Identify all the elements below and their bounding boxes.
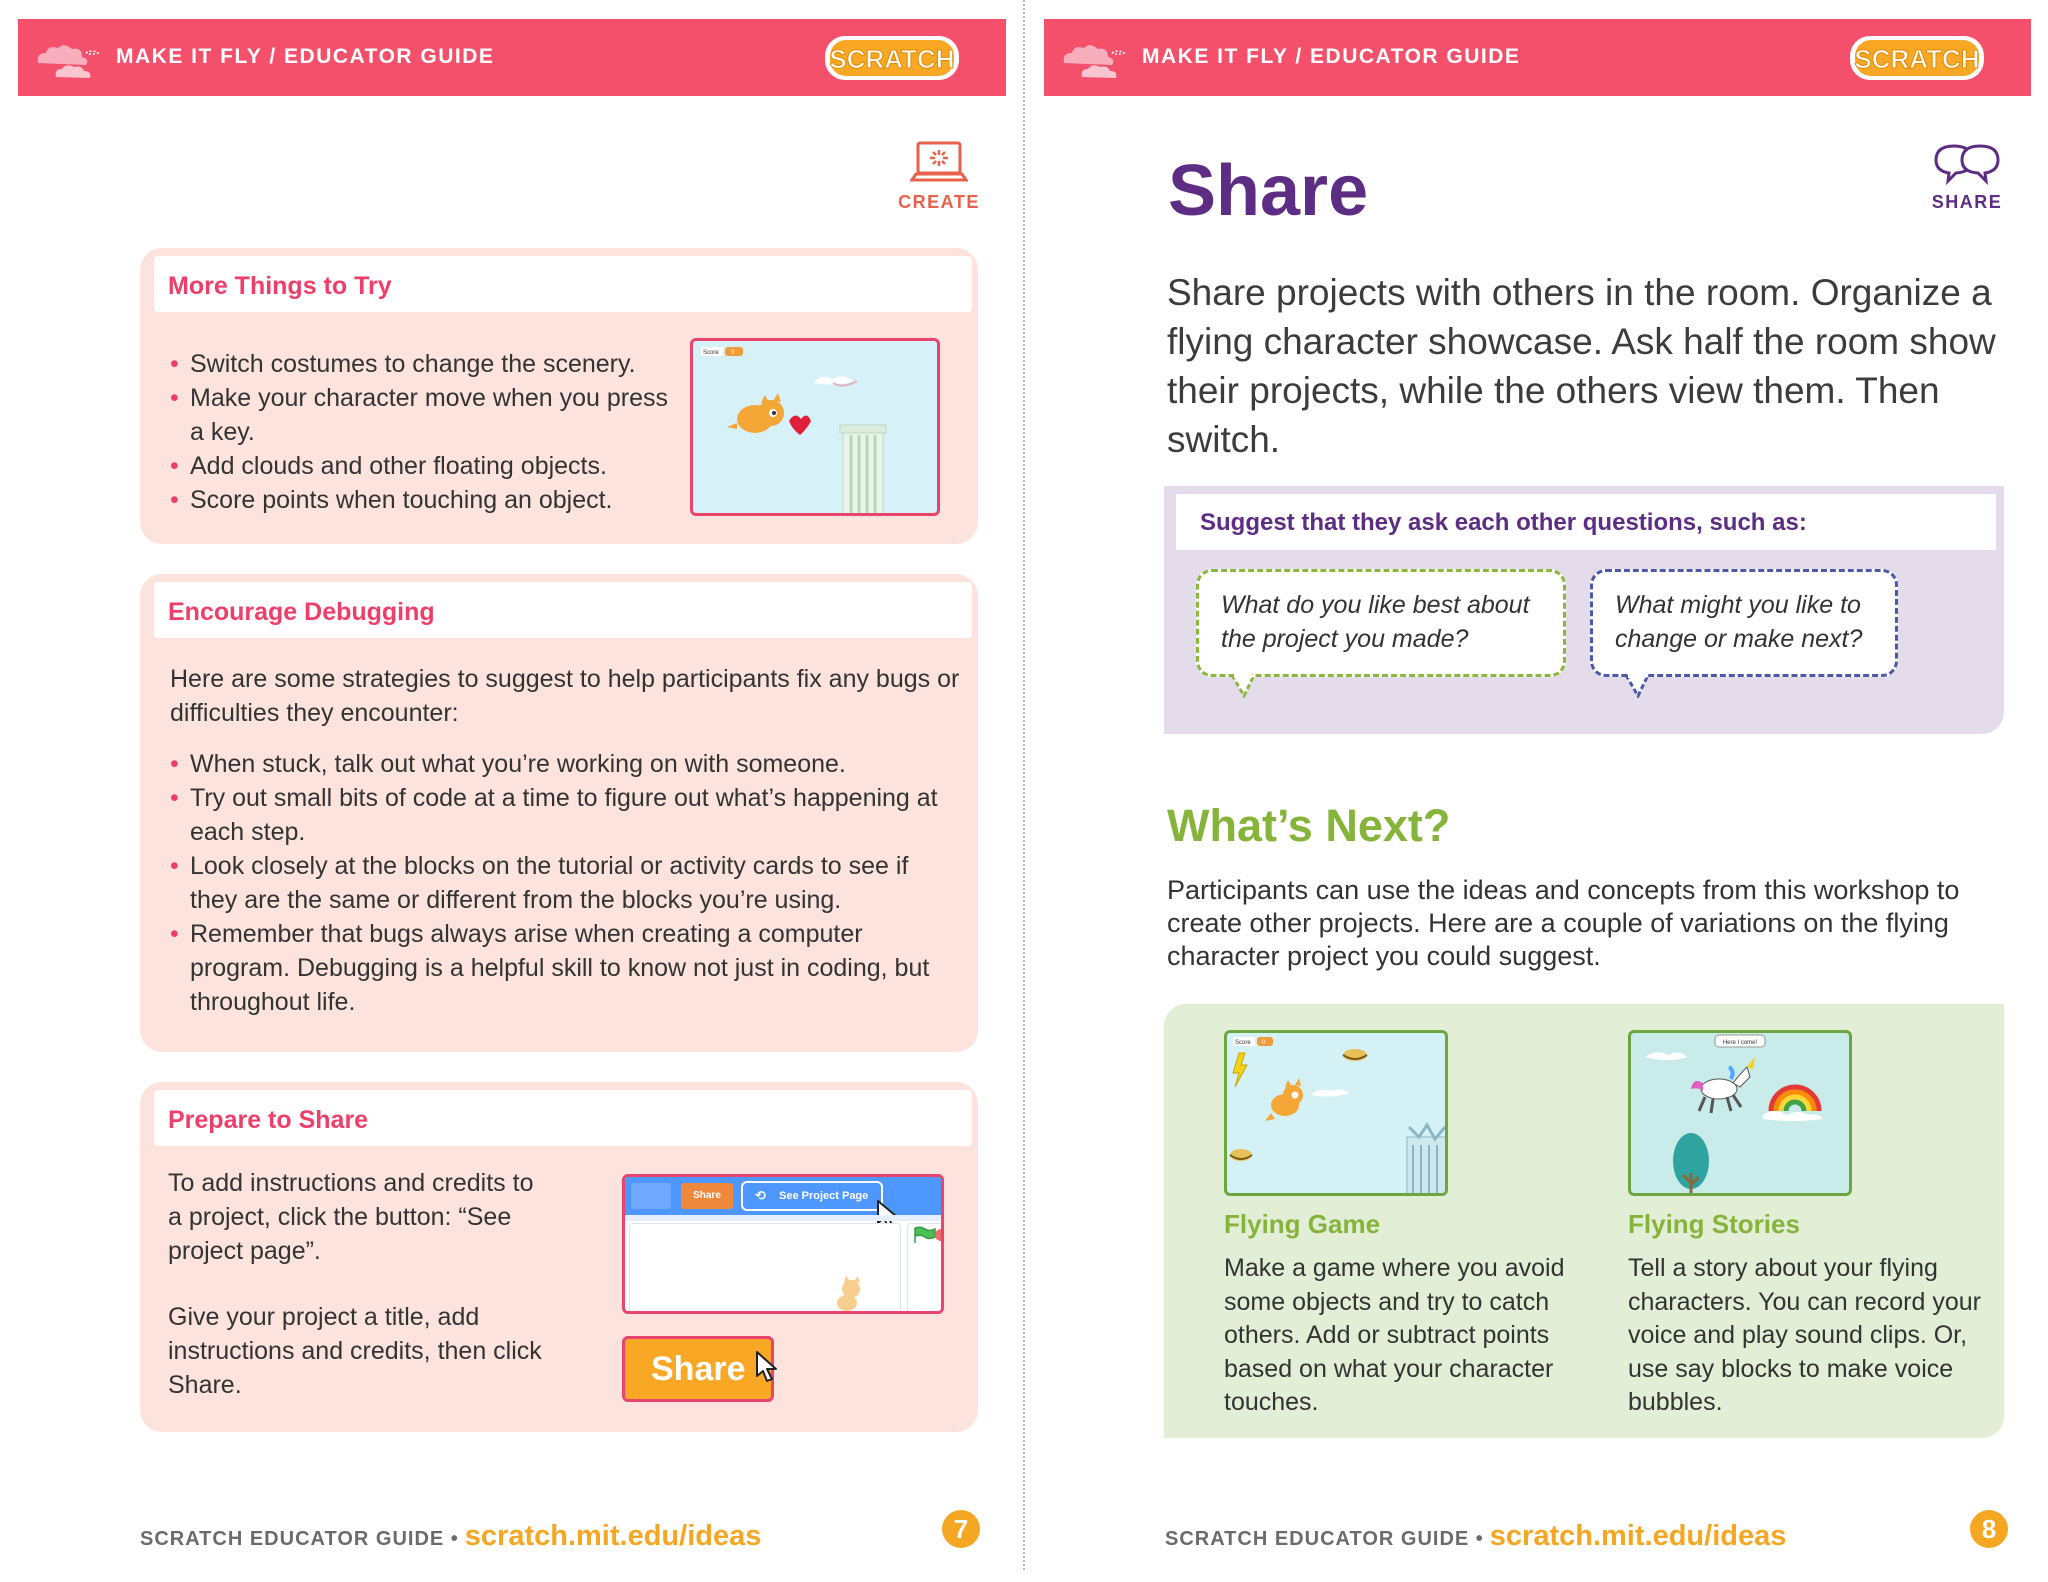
box-header: [1176, 494, 1996, 550]
lead-paragraph: Share projects with others in the room. Organize a flying character showcase. Ask half the room show their projects, while the others view them. Then switch.: [1167, 272, 1996, 460]
bubble-tail: [1230, 674, 1260, 698]
header-band: [18, 19, 1006, 96]
box-title: Encourage Debugging: [168, 598, 435, 626]
footer-label: SCRATCH EDUCATOR GUIDE •: [1165, 1528, 1484, 1550]
card-body: Make a game where you avoid some objects and try to catch others. Add or subtract points based on what your character touches.: [1224, 1254, 1565, 1416]
list-item: • Score points when touching an object.: [170, 483, 670, 517]
svg-text:0: 0: [731, 350, 735, 356]
flying-cat-thumbnail: [690, 338, 940, 516]
more-things-box: [140, 248, 978, 544]
flying-game-thumbnail: [1224, 1030, 1448, 1196]
question-bubble: What might you like to change or make next?: [1590, 569, 1898, 677]
section-label: SHARE: [1931, 192, 2003, 212]
list-item: • Make your character move when you press a key.: [170, 381, 670, 449]
debugging-intro: Here are some strategies to suggest to help participants fix any bugs or difficulties they encounter:: [170, 665, 960, 727]
footer: [1165, 1520, 1786, 1553]
green-flag-icon: [907, 1225, 944, 1245]
footer: [140, 1520, 761, 1553]
header-title: MAKE IT FLY / EDUCATOR GUIDE: [1142, 45, 1521, 68]
ui-see-project-page: ⟲ See Project Page: [741, 1181, 883, 1211]
create-section-badge: [874, 140, 1004, 213]
page-title: Share: [1168, 151, 1369, 231]
list-item: • Switch costumes to change the scenery.: [170, 347, 670, 381]
svg-text:Here I come!: Here I come!: [1722, 1040, 1758, 1046]
card-body: Tell a story about your flying characters. You can record your voice and play sound clips. Or, use say blocks to make voice bubbles.: [1628, 1254, 1981, 1416]
svg-text:SCRATCH: SCRATCH: [829, 44, 955, 74]
flying-stories-thumbnail: [1628, 1030, 1852, 1196]
ui-share-label: Share: [681, 1183, 733, 1209]
cat-icon: [829, 1275, 869, 1314]
header-title: MAKE IT FLY / EDUCATOR GUIDE: [116, 45, 495, 68]
footer-url-link[interactable]: scratch.mit.edu/ideas: [464, 1520, 762, 1552]
debugging-list: [170, 747, 960, 1019]
svg-text:SCRATCH: SCRATCH: [1854, 44, 1980, 74]
box-header: [154, 582, 972, 638]
scratch-logo: [1847, 31, 1987, 85]
prepare-paragraph-2: Give your project a title, add instructions and credits, then click Share.: [168, 1303, 542, 1399]
list-item: • Try out small bits of code at a time to figure out what’s happening at each step.: [170, 781, 960, 849]
list-item: • When stuck, talk out what you’re working on with someone.: [170, 747, 960, 781]
card-title: Flying Stories: [1628, 1209, 1800, 1239]
right-page: [1024, 0, 2048, 1582]
box-title: More Things to Try: [168, 272, 392, 300]
cursor-icon: [754, 1350, 782, 1384]
page-number: 8: [1970, 1510, 2008, 1548]
editor-screenshot: [622, 1174, 944, 1314]
list-item: • Remember that bugs always arise when creating a computer program. Debugging is a helpful skill to know not just in coding, but throughout life.: [170, 917, 960, 1019]
cloud-icon: [1056, 37, 1134, 83]
list-item: • Add clouds and other floating objects.: [170, 449, 670, 483]
debugging-box: [140, 574, 978, 1052]
share-button[interactable]: Share: [622, 1336, 774, 1402]
card-title: Flying Game: [1224, 1209, 1381, 1239]
scratch-logo: [822, 31, 962, 85]
svg-text:Score: Score: [1235, 1040, 1251, 1046]
footer-url-link[interactable]: scratch.mit.edu/ideas: [1489, 1520, 1787, 1552]
footer-label: SCRATCH EDUCATOR GUIDE •: [140, 1528, 459, 1550]
cloud-icon: [30, 37, 108, 83]
header-band: [1044, 19, 2031, 96]
box-title: Suggest that they ask each other questions, such as:: [1200, 509, 1807, 536]
unicorn-sprite: [1691, 1057, 1755, 1113]
whats-next-body: Participants can use the ideas and concepts from this workshop to create other projects. Here are a couple of variations on the flying character project you could suggest.: [1167, 875, 1960, 971]
question-bubble: What do you like best about the project you made?: [1196, 569, 1566, 677]
tips-list: [170, 347, 670, 517]
cat-sprite: [727, 393, 784, 433]
share-section-badge: [1902, 140, 2032, 213]
variations-box: [1164, 1004, 2004, 1438]
svg-text:Score: Score: [703, 350, 719, 356]
list-item: • Look closely at the blocks on the tutorial or activity cards to see if they are the same or different from the blocks you’re using.: [170, 849, 960, 917]
section-label: CREATE: [898, 192, 980, 212]
whats-next-heading: What’s Next?: [1167, 800, 1451, 851]
page-number: 7: [942, 1510, 980, 1548]
svg-text:0: 0: [1262, 1040, 1266, 1046]
box-header: [154, 1090, 972, 1146]
prepare-paragraph-1: To add instructions and credits to a project, click the button: “See project page”.: [168, 1169, 534, 1265]
speech-bubbles-icon: [1930, 140, 2004, 186]
box-header: [154, 256, 972, 312]
laptop-icon: [910, 140, 968, 186]
bubble-tail: [1624, 674, 1654, 698]
prepare-box: [140, 1082, 978, 1432]
questions-box: [1164, 486, 2004, 734]
box-title: Prepare to Share: [168, 1106, 369, 1134]
